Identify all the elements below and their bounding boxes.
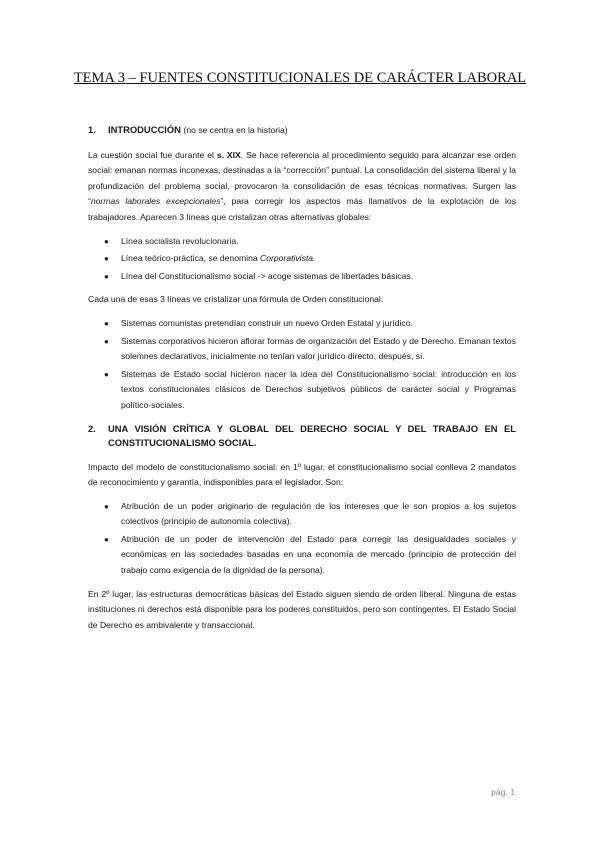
- section-1-heading: [88, 122, 516, 139]
- list-item: ● Sistemas de Estado social hicieron nacer la idea del Constitucionalismo social: introducción en los textos constitucionales clásicos de Derechos subjetivos públicos de carácter social y Programas político-sociales.: [104, 368, 516, 410]
- bullet-icon: ●: [104, 501, 109, 511]
- list-item: ● Atribución de un poder originario de regulación de los intereses que le son propios a los sujetos colectivos (principio de autonomía colectiva).: [104, 500, 516, 527]
- document-body: [88, 122, 516, 641]
- section-1-title: INTRODUCCIÓN: [108, 124, 181, 135]
- bullet-icon: ●: [104, 336, 109, 346]
- list-item: ● Atribución de un poder de intervención del Estado para corregir las desigualdades sociales y económicas en las sociedades basadas en una economía de mercado (principio de protección del trabajo como exigencia de la dignidad de la persona).: [104, 533, 516, 576]
- section-2-title: UNA VISIÓN CRÍTICA Y GLOBAL DEL DERECHO SOCIAL Y DEL TRABAJO EN EL CONSTITUCIONALISMO SOCIAL.: [108, 422, 516, 448]
- list-item: ● Línea socialista revolucionaria.: [88, 234, 516, 250]
- bullet-icon: ●: [104, 369, 109, 379]
- list-item: ● Línea del Constitucionalismo social -> acoge sistemas de libertades básicas.: [88, 269, 516, 285]
- section-2-paragraph-2: En 2º lugar, las estructuras democráticas básicas del Estado siguen siendo de orden liberal. Ninguna de estas instituciones ni derechos está disponible para los poderes constituidos, pero son contingentes. El Estado Social de Derecho es ambivalente y transaccional.: [88, 588, 516, 630]
- bullet-icon: ●: [104, 534, 109, 544]
- section-1-list-2: [88, 316, 516, 414]
- section-2-list: [88, 499, 516, 579]
- section-1-note: (no se centra en la historia): [183, 125, 288, 135]
- page-number: pág. 1: [491, 787, 515, 797]
- document-title: TEMA 3 – FUENTES CONSTITUCIONALES DE CARÁCTER LABORAL: [73, 70, 527, 86]
- section-2-number: 2.: [88, 422, 96, 434]
- section-1-paragraph-1: La cuestión social fue durante el s. XIX. Se hace referencia al procedimiento seguido para alcanzar ese orden social: emanan normas inconexas, destinadas a la “corrección” puntual. La consolidación del sistema liberal y la profundización del problema social, provocaron la consolidación de esas técnicas normativas. Surgen las “normas laborales excepcionales”, para corregir los aspectos más llamativos de la explotación de los trabajadores. Aparecen 3 líneas que cristalizan otras alternativas globales:: [88, 149, 516, 222]
- list-item: ● Sistemas comunistas pretendían construir un nuevo Orden Estatal y jurídico.: [88, 316, 516, 332]
- list-item: ● Línea teórico-práctica, se denomina Corporativista.: [88, 251, 516, 267]
- bullet-icon: ●: [104, 254, 109, 264]
- section-1-paragraph-2: Cada una de esas 3 líneas ve cristalizar una fórmula de Orden constitucional.: [88, 294, 384, 305]
- bullet-icon: ●: [104, 236, 109, 246]
- bullet-icon: ●: [104, 271, 109, 281]
- section-2-heading: [88, 422, 516, 451]
- section-1-list-1: [88, 234, 516, 285]
- bullet-icon: ●: [104, 318, 109, 328]
- list-item: ● Sistemas corporativos hicieron aflorar formas de organización del Estado y de Derecho. Emanan textos solemnes declarativos, inicialmente no tenían valor jurídico directo, después, sí.: [104, 335, 516, 362]
- section-2-paragraph-1: Impacto del modelo de constitucionalismo social: en 1º lugar, el constitucionalismo social conlleva 2 mandatos de reconocimiento y garantía, indisponibles para el legislador. Son:: [88, 461, 516, 488]
- section-1-number: 1.: [88, 124, 96, 135]
